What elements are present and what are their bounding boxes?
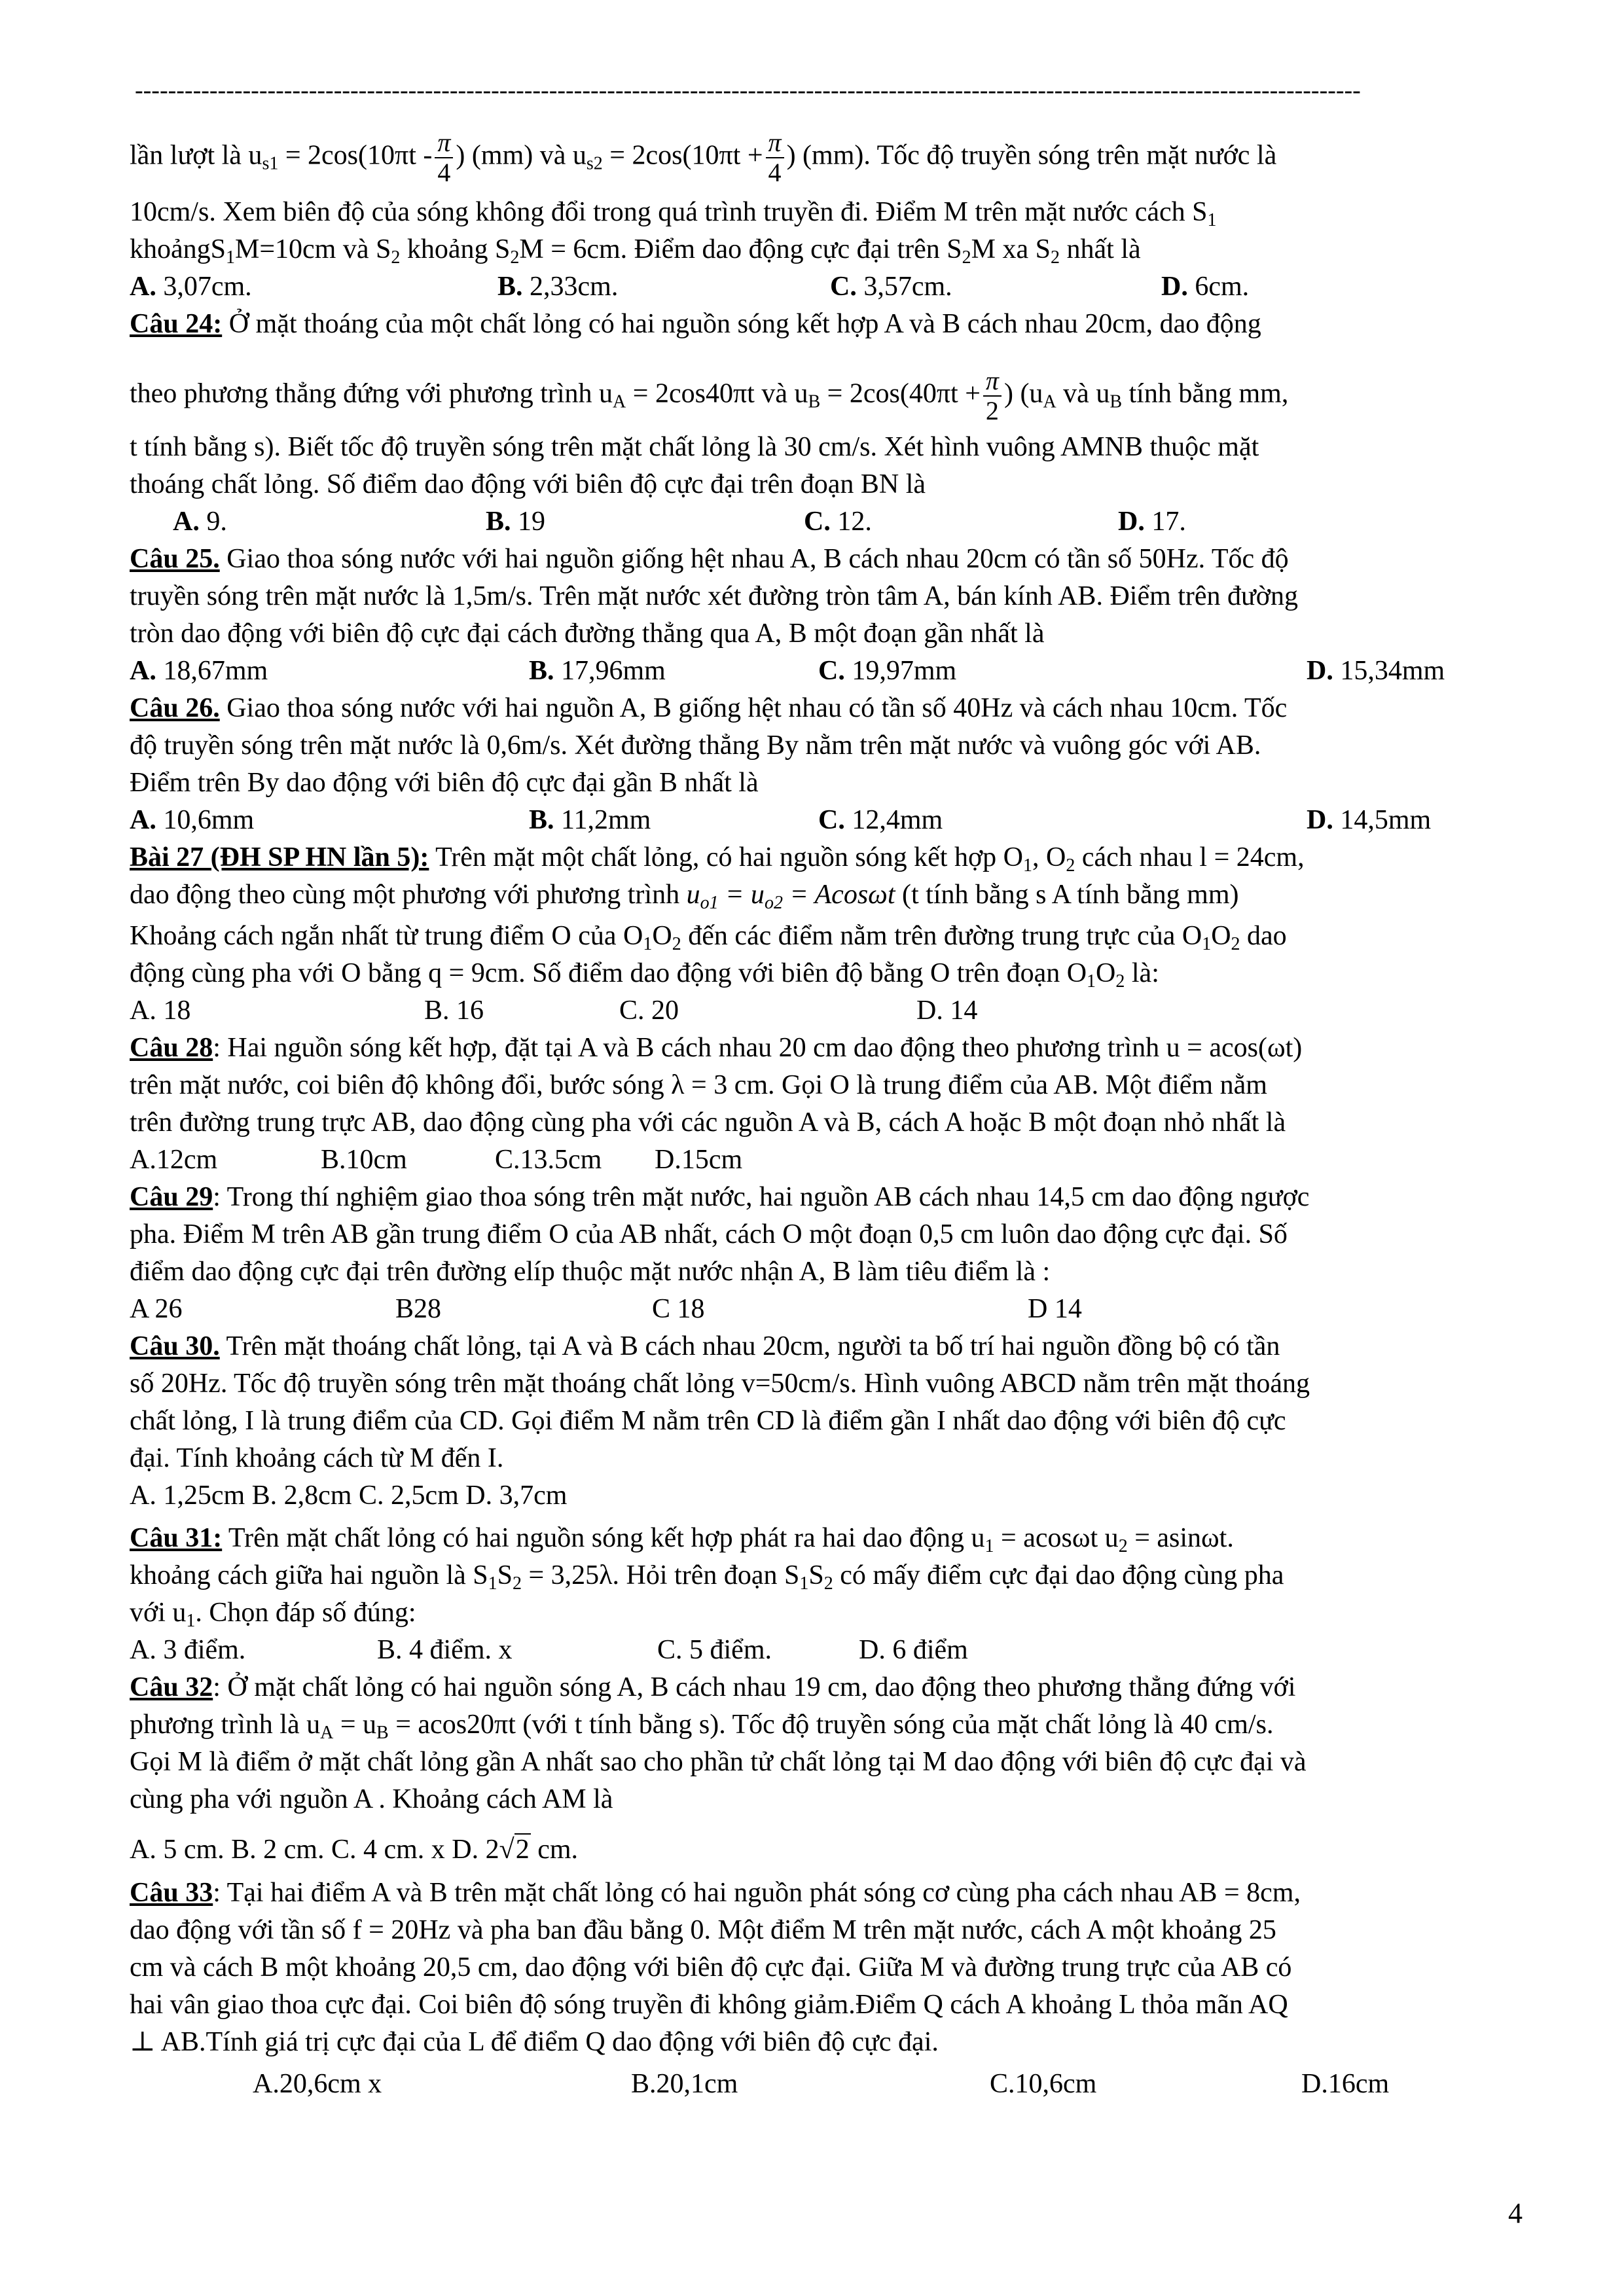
q33-line-4: hai vân giao thoa cực đại. Coi biên độ sóng truyền đi không giảm.Điểm Q cách A khoảng L thỏa mãn AQ <box>130 1990 1288 2020</box>
q31-option-a: A. 3 điểm. <box>130 1635 246 1665</box>
question-label: Câu 31: <box>130 1523 223 1553</box>
page-number: 4 <box>1508 2197 1523 2229</box>
question-label: Câu 33 <box>130 1878 213 1908</box>
question-label: Câu 24: <box>130 309 223 339</box>
q32-options: A. 5 cm. B. 2 cm. C. 4 cm. x D. 2√2 cm. <box>130 1831 578 1868</box>
separator-line: ---------------------------------------------------------------------------------------------------------------------------------------------------- <box>135 77 1361 103</box>
q25-option-a: A. 18,67mm <box>130 656 268 686</box>
q27-line-2: dao động theo cùng một phương với phương trình $u_{o1} = u_{o2} = Acos\omega t$ (t tính bằng s A tính bằng mm) <box>130 880 1239 913</box>
fraction: $\frac{\pi}{2}$ <box>983 367 1001 425</box>
q29-line-1: Câu 29: Trong thí nghiệm giao thoa sóng trên mặt nước, hai nguồn AB cách nhau 14,5 cm dao động ngược <box>130 1182 1310 1212</box>
question-label: Bài 27 (ĐH SP HN lần 5): <box>130 842 429 872</box>
q28-line-1: Câu 28: Hai nguồn sóng kết hợp, đặt tại A và B cách nhau 20 cm dao động theo phương trình u = acos(ωt) <box>130 1033 1303 1063</box>
q26-line-2: độ truyền sóng trên mặt nước là 0,6m/s. Xét đường thẳng By nằm trên mặt nước và vuông góc với AB. <box>130 730 1261 761</box>
q29-line-3: điểm dao động cực đại trên đường elíp thuộc mặt nước nhận A, B làm tiêu điểm là : <box>130 1257 1051 1287</box>
q27-line-1: Bài 27 (ĐH SP HN lần 5): Trên mặt một chất lỏng, có hai nguồn sóng kết hợp $O_1$, $O_2$ cách nhau l = 24cm, <box>130 842 1305 876</box>
q28-option-a: A.12cm <box>130 1145 218 1175</box>
q27-line-4: động cùng pha với O bằng q = 9cm. Số điểm dao động với biên độ bằng O trên đoạn $O_1O_2$ là: <box>130 958 1159 992</box>
q33-option-b: B.20,1cm <box>631 2069 738 2099</box>
q27-option-c: C. 20 <box>619 996 679 1026</box>
q24-line-1: Câu 24: Ở mặt thoáng của một chất lỏng có hai nguồn sóng kết hợp A và B cách nhau 20cm, dao động <box>130 309 1261 339</box>
q28-line-3: trên đường trung trực AB, dao động cùng pha với các nguồn A và B, cách A hoặc B một đoạn nhỏ nhất là <box>130 1107 1286 1138</box>
q31-option-d: D. 6 điểm <box>859 1635 968 1665</box>
q31-option-b: B. 4 điểm. x <box>377 1635 513 1665</box>
q33-line-5: ⊥ AB.Tính giá trị cực đại của L để điểm Q dao động với biên độ cực đại. <box>130 2027 939 2057</box>
q24-option-a: A. 9. <box>173 507 227 537</box>
q25-line-2: truyền sóng trên mặt nước là 1,5m/s. Trên mặt nước xét đường tròn tâm A, bán kính AB. Điểm trên đường <box>130 581 1299 611</box>
q29-option-b: B28 <box>395 1294 442 1324</box>
q29-option-c: C 18 <box>652 1294 705 1324</box>
q26-option-b: B. 11,2mm <box>529 805 651 835</box>
question-label: Câu 25. <box>130 544 220 574</box>
q33-option-a: A.20,6cm x <box>253 2069 382 2099</box>
q28-option-b: B.10cm <box>321 1145 407 1175</box>
q32-line-4: cùng pha với nguồn A . Khoảng cách AM là <box>130 1784 613 1814</box>
q24-option-d: D. 17. <box>1118 507 1186 537</box>
q33-option-c: C.10,6cm <box>990 2069 1097 2099</box>
q30-line-3: chất lỏng, I là trung điểm của CD. Gọi điểm M nằm trên CD là điểm gần I nhất dao động với biên độ cực <box>130 1406 1286 1436</box>
q26-line-1: Câu 26. Giao thoa sóng nước với hai nguồn A, B giống hệt nhau có tần số 40Hz và cách nhau 10cm. Tốc <box>130 693 1288 723</box>
q24-option-c: C. 12. <box>804 507 872 537</box>
question-label: Câu 32 <box>130 1672 213 1702</box>
q25-line-3: tròn dao động với biên độ cực đại cách đường thẳng qua A, B một đoạn gần nhất là <box>130 619 1045 649</box>
q23-line-3: khoảngS$_1$M=10cm và $S_2$ khoảng $S_2M = 6cm$. Điểm dao động cực đại trên $S_2M$ xa $S_2$ nhất là <box>130 234 1141 268</box>
q27-option-d: D. 14 <box>916 996 978 1026</box>
q24-line-2: theo phương thẳng đứng với phương trình $u_A = 2\cos 40\pi t$ và $u_B = 2\cos(40\pi t$ + $\frac{\pi}{2}$ ) ($u_A$ và $u_B$ tính bằng mm, <box>130 366 1289 425</box>
q24-line-3: t tính bằng s). Biết tốc độ truyền sóng trên mặt chất lỏng là 30 cm/s. Xét hình vuông AMNB thuộc mặt <box>130 432 1259 462</box>
q26-option-c: C. 12,4mm <box>818 805 943 835</box>
question-label: Câu 26. <box>130 693 220 723</box>
q24-line-4: thoáng chất lỏng. Số điểm dao động với biên độ cực đại trên đoạn BN là <box>130 469 926 499</box>
q30-line-1: Câu 30. Trên mặt thoáng chất lỏng, tại A và B cách nhau 20cm, người ta bố trí hai nguồn đồng bộ có tần <box>130 1331 1280 1361</box>
q26-line-3: Điểm trên By dao động với biên độ cực đại gần B nhất là <box>130 768 759 798</box>
q26-option-d: D. 14,5mm <box>1307 805 1432 835</box>
q29-option-a: A 26 <box>130 1294 183 1324</box>
q23-option-d: D. 6cm. <box>1161 272 1250 302</box>
fraction: $\frac{\pi}{4}$ <box>766 128 784 187</box>
q27-option-b: B. 16 <box>424 996 484 1026</box>
q28-option-d: D.15cm <box>655 1145 743 1175</box>
q26-option-a: A. 10,6mm <box>130 805 255 835</box>
q30-line-4: đại. Tính khoảng cách từ M đến I. <box>130 1443 504 1473</box>
q33-line-1: Câu 33: Tại hai điểm A và B trên mặt chất lỏng có hai nguồn phát sóng cơ cùng pha cách nhau AB = 8cm, <box>130 1878 1301 1908</box>
q24-option-b: B. 19 <box>486 507 546 537</box>
q32-line-2: phương trình là $u_A = u_B = acos20\pi t$ (với t tính bằng s). Tốc độ truyền sóng của mặt chất lỏng là 40 cm/s. <box>130 1710 1274 1743</box>
q27-line-3: Khoảng cách ngắn nhất từ trung điểm O của $O_1O_2$ đến các điểm nằm trên đường trung trực của $O_1O_2$ dao <box>130 921 1287 954</box>
q33-line-2: dao động với tần số f = 20Hz và pha ban đầu bằng 0. Một điểm M trên mặt nước, cách A một khoảng 25 <box>130 1915 1276 1945</box>
q32-line-1: Câu 32: Ở mặt chất lỏng có hai nguồn sóng A, B cách nhau 19 cm, dao động theo phương thẳng đứng với <box>130 1672 1296 1702</box>
q33-line-3: cm và cách B một khoảng 20,5 cm, dao động với biên độ cực đại. Giữa M và đường trung trực của AB có <box>130 1952 1292 1982</box>
q28-option-c: C.13.5cm <box>495 1145 602 1175</box>
question-label: Câu 29 <box>130 1182 213 1212</box>
q33-option-d: D.16cm <box>1301 2069 1390 2099</box>
square-root: √2 <box>499 1835 530 1865</box>
q25-option-d: D. 15,34mm <box>1307 656 1445 686</box>
q23-option-c: C. 3,57cm. <box>830 272 952 302</box>
q31-line-1: Câu 31: Trên mặt chất lỏng có hai nguồn sóng kết hợp phát ra hai dao động $u_1 = acos\omega t$ $u_2 = asin\omega t$. <box>130 1523 1234 1556</box>
q28-line-2: trên mặt nước, coi biên độ không đổi, bước sóng λ = 3 cm. Gọi O là trung điểm của AB. Một điểm nằm <box>130 1070 1267 1100</box>
q31-option-c: C. 5 điểm. <box>657 1635 772 1665</box>
q25-option-b: B. 17,96mm <box>529 656 666 686</box>
q25-line-1: Câu 25. Giao thoa sóng nước với hai nguồn giống hệt nhau A, B cách nhau 20cm có tần số 50Hz. Tốc độ <box>130 544 1289 574</box>
q32-line-3: Gọi M là điểm ở mặt chất lỏng gần A nhất sao cho phần tử chất lỏng tại M dao động với biên độ cực đại và <box>130 1747 1307 1777</box>
q23-line-1: lần lượt là $u_{s1} = 2\cos(10\pi t$ - $\frac{\pi}{4}$ ) (mm) và $u_{s2} = 2\cos(10\pi t$ + $\frac{\pi}{4}$ ) (mm). Tốc độ truyền sóng trên mặt nước là <box>130 128 1277 187</box>
q31-line-2: khoảng cách giữa hai nguồn là $S_1S_2 = 3,25\lambda$. Hỏi trên đoạn $S_1S_2$ có mấy điểm cực đại dao động cùng pha <box>130 1560 1284 1594</box>
q30-options: A. 1,25cm B. 2,8cm C. 2,5cm D. 3,7cm <box>130 1480 568 1511</box>
question-label: Câu 28 <box>130 1033 213 1063</box>
q23-option-b: B. 2,33cm. <box>497 272 619 302</box>
q23-line-2: 10cm/s. Xem biên độ của sóng không đổi trong quá trình truyền đi. Điểm M trên mặt nước cách $S_1$ <box>130 197 1217 230</box>
q29-option-d: D 14 <box>1028 1294 1082 1324</box>
q23-option-a: A. 3,07cm. <box>130 272 252 302</box>
fraction: $\frac{\pi}{4}$ <box>435 128 453 187</box>
q30-line-2: số 20Hz. Tốc độ truyền sóng trên mặt thoáng chất lỏng v=50cm/s. Hình vuông ABCD nằm trên mặt thoáng <box>130 1369 1310 1399</box>
q25-option-c: C. 19,97mm <box>818 656 957 686</box>
equation: $u_{o1} = u_{o2} = Acos\omega t$ <box>686 880 895 913</box>
q27-option-a: A. 18 <box>130 996 191 1026</box>
q31-line-3: với $u_1$. Chọn đáp số đúng: <box>130 1598 416 1631</box>
question-label: Câu 30. <box>130 1331 220 1361</box>
q29-line-2: pha. Điểm M trên AB gần trung điểm O của AB nhất, cách O một đoạn 0,5 cm luôn dao động cực đại. Số <box>130 1219 1288 1249</box>
